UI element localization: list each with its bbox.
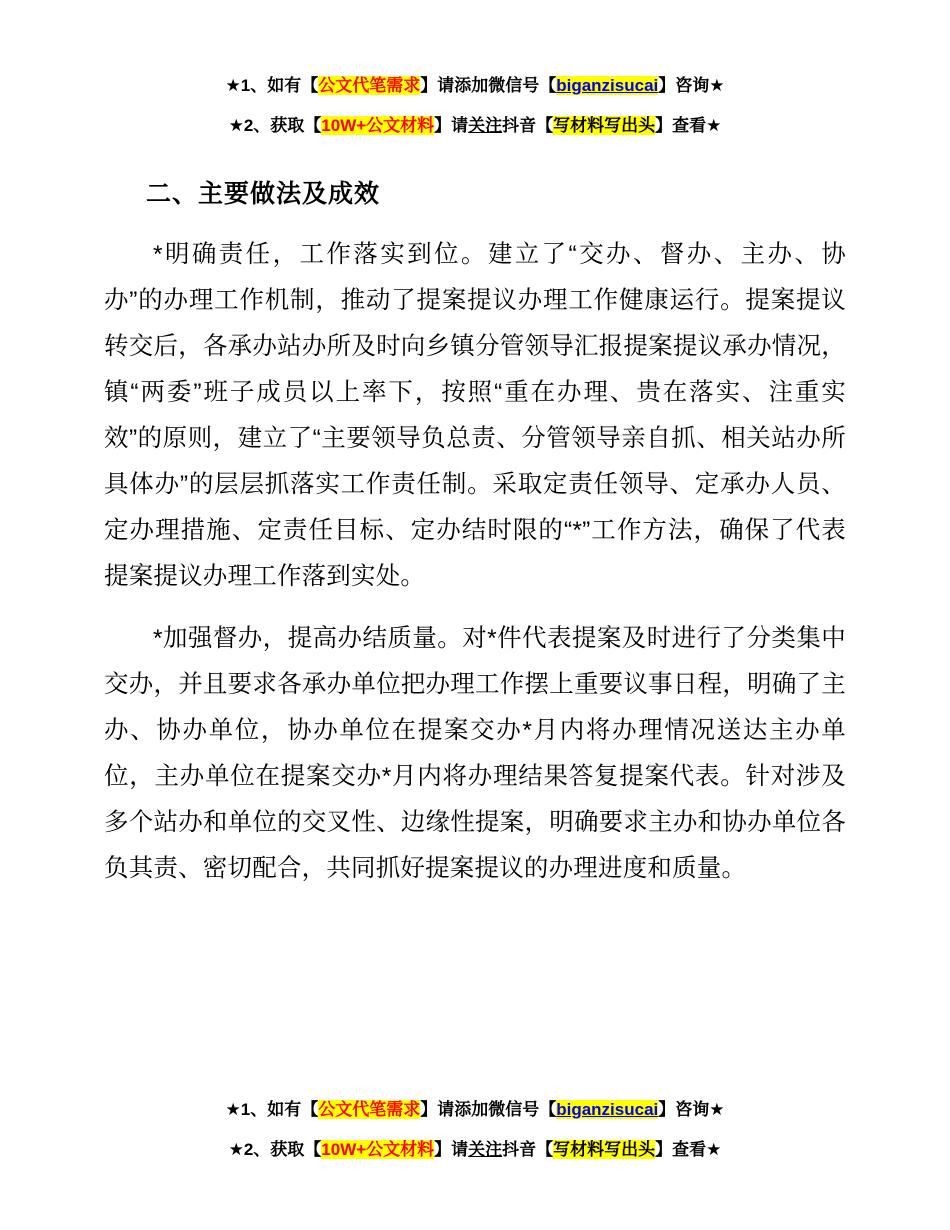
star-right-icon: ★ — [706, 116, 722, 135]
promo-line2-bracket-close2: 】 — [655, 116, 673, 135]
promo-line2-bracket-open: 【 — [304, 1140, 322, 1159]
star-left-icon: ★ — [225, 1100, 241, 1119]
promo-line1-suffix: 咨询 — [675, 76, 710, 95]
star-left-icon: ★ — [228, 116, 244, 135]
promo-banner-top — [104, 66, 846, 146]
section-title: 二、主要做法及成效 — [146, 180, 381, 208]
promo-line2-bracket-open: 【 — [304, 116, 322, 135]
promo-line-2 — [104, 106, 846, 146]
promo-line1-bracket-close: 】 — [420, 76, 438, 95]
star-right-icon: ★ — [709, 1100, 725, 1119]
promo-line1-middle: 请添加微信号 — [437, 76, 540, 95]
promo-line1-middle: 请添加微信号 — [437, 1100, 540, 1119]
promo-line2-bracket-close: 】 — [434, 1140, 452, 1159]
promo-line1-bracket-close2: 】 — [658, 1100, 676, 1119]
promo-line1-bracket-open2: 【 — [539, 1100, 557, 1119]
promo-line2-middle-underline: 关注 — [468, 116, 503, 135]
promo-line2-douyin-account[interactable]: 写材料写出头 — [553, 116, 656, 135]
promo-line-1 — [104, 66, 846, 106]
star-left-icon: ★ — [228, 1140, 244, 1159]
promo-line2-suffix: 查看 — [672, 116, 707, 135]
promo-line1-suffix: 咨询 — [675, 1100, 710, 1119]
promo-line-1-bottom — [104, 1090, 846, 1130]
star-right-icon: ★ — [706, 1140, 722, 1159]
promo-line2-middle-underline: 关注 — [468, 1140, 503, 1159]
promo-line2-bracket-close2: 】 — [655, 1140, 673, 1159]
promo-banner-bottom — [104, 1090, 846, 1170]
promo-line2-highlight-red: 10W+公文材料 — [321, 1140, 435, 1159]
promo-line1-bracket-open2: 【 — [539, 76, 557, 95]
paragraph-2: *加强督办，提高办结质量。对*件代表提案及时进行了分类集中交办，并且要求各承办单位把办理工作摆上重要议事日程，明确了主办、协办单位，协办单位在提案交办*月内将办理情况送达主办单位，主办单位在提案交办*月内将办理结果答复提案代表。针对涉及多个站办和单位的交叉性、边缘性提案，明确要求主办和协办单位各负其责、密切配合，共同抓好提案提议的办理进度和质量。 — [104, 624, 846, 882]
promo-line2-middle: 请 — [451, 1140, 469, 1159]
star-left-icon: ★ — [225, 76, 241, 95]
promo-line1-wechat-id[interactable]: biganzisucai — [556, 76, 659, 95]
paragraph-1: *明确责任，工作落实到位。建立了“交办、督办、主办、协办”的办理工作机制，推动了提案提议办理工作健康运行。提案提议转交后，各承办站办所及时向乡镇分管领导汇报提案提议承办情况，镇“两委”班子成员以上率下，按照“重在办理、贵在落实、注重实效”的原则，建立了“主要领导负总责、分管领导亲自抓、相关站办所具体办”的层层抓落实工作责任制。采取定责任领导、定承办人员、定办理措施、定责任目标、定办结时限的“*”工作方法，确保了代表提案提议办理工作落到实处。 — [104, 240, 846, 590]
promo-line1-wechat-id[interactable]: biganzisucai — [556, 1100, 659, 1119]
promo-line1-prefix: 1、如有 — [240, 1100, 302, 1119]
promo-line2-suffix: 查看 — [672, 1140, 707, 1159]
promo-line1-bracket-open: 【 — [301, 1100, 319, 1119]
promo-line2-middle2: 抖音 — [502, 1140, 537, 1159]
promo-line1-highlight-red: 公文代笔需求 — [318, 1100, 421, 1119]
promo-line1-bracket-close: 】 — [420, 1100, 438, 1119]
promo-line1-bracket-close2: 】 — [658, 76, 676, 95]
promo-line-2-bottom — [104, 1130, 846, 1170]
promo-line2-middle: 请 — [451, 116, 469, 135]
star-right-icon: ★ — [709, 76, 725, 95]
promo-line1-prefix: 1、如有 — [240, 76, 302, 95]
document-content — [104, 176, 846, 892]
promo-line2-bracket-open2: 【 — [536, 116, 554, 135]
promo-line1-highlight-red: 公文代笔需求 — [318, 76, 421, 95]
promo-line2-prefix: 2、获取 — [243, 116, 305, 135]
promo-line2-bracket-close: 】 — [434, 116, 452, 135]
promo-line2-bracket-open2: 【 — [536, 1140, 554, 1159]
promo-line2-highlight-red: 10W+公文材料 — [321, 116, 435, 135]
promo-line1-bracket-open: 【 — [301, 76, 319, 95]
promo-line2-prefix: 2、获取 — [243, 1140, 305, 1159]
promo-line2-middle2: 抖音 — [502, 116, 537, 135]
promo-line2-douyin-account[interactable]: 写材料写出头 — [553, 1140, 656, 1159]
